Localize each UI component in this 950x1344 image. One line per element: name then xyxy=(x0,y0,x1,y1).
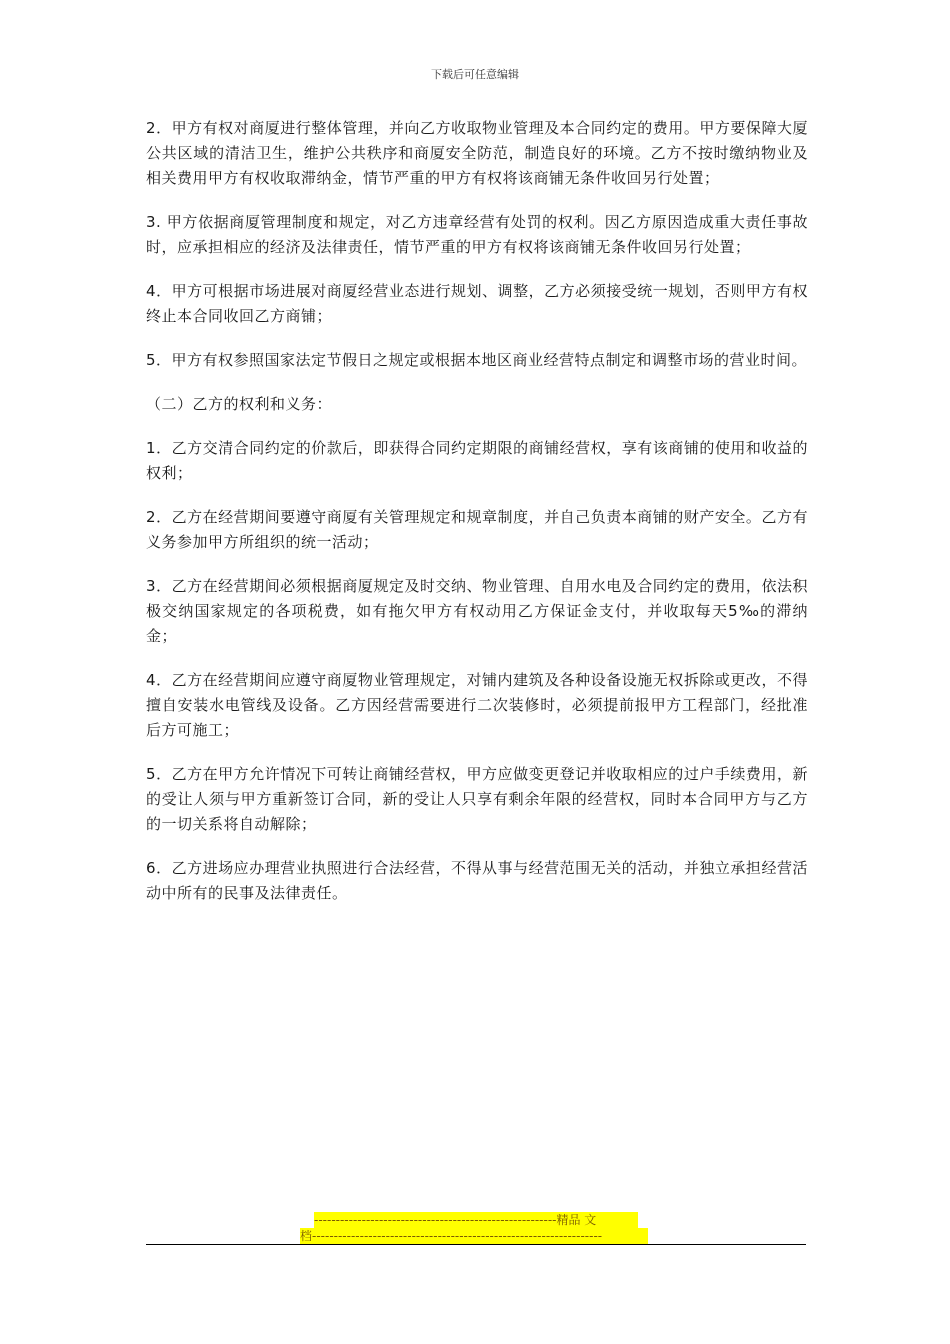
paragraph-party-a-4: 4．甲方可根据市场进展对商厦经营业态进行规划、调整，乙方必须接受统一规划，否则甲方有权终止本合同收回乙方商铺； xyxy=(146,282,808,325)
paragraph-party-a-2: 2．甲方有权对商厦进行整体管理，并向乙方收取物业管理及本合同约定的费用。甲方要保障大厦公共区域的清洁卫生，维护公共秩序和商厦安全防范，制造良好的环境。乙方不按时缴纳物业及相关费用甲方有权收取滞纳金，情节严重的甲方有权将该商铺无条件收回另行处置； xyxy=(146,119,808,187)
footer-banner xyxy=(300,1212,650,1244)
paragraph-party-b-6: 6．乙方进场应办理营业执照进行合法经营，不得从事与经营范围无关的活动，并独立承担经营活动中所有的民事及法律责任。 xyxy=(146,859,808,902)
section-heading-party-b: （二）乙方的权利和义务： xyxy=(146,395,333,413)
paragraph-party-b-5: 5．乙方在甲方允许情况下可转让商铺经营权，甲方应做变更登记并收取相应的过户手续费用，新的受让人须与甲方重新签订合同，新的受让人只享有剩余年限的经营权，同时本合同甲方与乙方的一切关系将自动解除； xyxy=(146,765,808,833)
footer-divider xyxy=(146,1244,806,1245)
footer-banner-line-2: 档------------------------------------------------------------------- xyxy=(300,1228,648,1244)
header-note: 下载后可任意编辑 xyxy=(431,68,519,81)
paragraph-party-a-5: 5．甲方有权参照国家法定节假日之规定或根据本地区商业经营特点制定和调整市场的营业时间。 xyxy=(146,351,808,369)
paragraph-party-b-3: 3．乙方在经营期间必须根据商厦规定及时交纳、物业管理、自用水电及合同约定的费用，依法积极交纳国家规定的各项税费，如有拖欠甲方有权动用乙方保证金支付，并收取每天5‰的滞纳金； xyxy=(146,577,808,645)
paragraph-party-b-1: 1．乙方交清合同约定的价款后，即获得合同约定期限的商铺经营权，享有该商铺的使用和收益的权利； xyxy=(146,439,808,482)
paragraph-party-a-3: 3. 甲方依据商厦管理制度和规定，对乙方违章经营有处罚的权利。因乙方原因造成重大责任事故时，应承担相应的经济及法律责任，情节严重的甲方有权将该商铺无条件收回另行处置； xyxy=(146,213,808,256)
paragraph-party-b-2: 2．乙方在经营期间要遵守商厦有关管理规定和规章制度，并自己负责本商铺的财产安全。乙方有义务参加甲方所组织的统一活动； xyxy=(146,508,808,551)
footer-banner-line-1: --------------------------------------------------------精品 文 xyxy=(314,1212,638,1228)
document-body xyxy=(146,116,808,925)
paragraph-party-b-4: 4．乙方在经营期间应遵守商厦物业管理规定，对铺内建筑及各种设备设施无权拆除或更改，不得擅自安装水电管线及设备。乙方因经营需要进行二次装修时，必须提前报甲方工程部门，经批准后方可施工； xyxy=(146,671,808,739)
